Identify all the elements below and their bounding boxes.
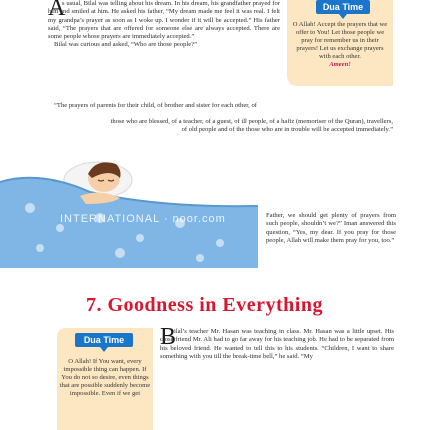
dua-prayer: O Allah! Accept the prayers that we offer to You! Let those people we pray for remember us in their prayers! Let us exchange prayers with each other. [292,21,388,60]
chapter-title [86,294,323,317]
chapter-name: Goodness in Everything [107,294,323,316]
dua-amen: Ameen! [329,61,351,68]
paragraph: s usual, Bilal was telling about his dream. In his dream, his grandfather prayed for him and smiled at him. He asked his father, “My dream made me feel it was real. I felt my grandpa’s prayer as soon as I woke up. I wonder if it will be accepted.” His father said, “The prayers that are offered for someone else are always accepted. There are some people whose prayers are immediately accepted.” [48,0,280,41]
watermark: INTERNATIONAL · noor.com [60,213,226,225]
paragraph: ilal’s teacher Mr. Hasan was teaching in class. Mr. Hasan was a little upset. His close friend Mr. Ali had to go far away for his teaching job. He had to be separated from his beloved friend. He wanted to tell this to his students. “Children, I want to share something with you till the break-time bell,” he said. “My [160,328,394,360]
dua-time-label: Dua Time [75,333,133,347]
chapter-number: 7. [86,294,102,316]
sleeping-boy-illustration [0,148,258,268]
drop-cap-b: B [160,324,177,350]
full-width-line [48,102,393,110]
dua-text [290,21,390,69]
bottom-story-text [160,324,394,361]
dua-time-label: Dua Time [316,0,370,14]
right-text [266,212,396,245]
top-story-text [48,0,280,50]
dua-text: O Allah! If You want, every impossible thing can happen. If You do not so desire, even things that are possible suddenly become impossible. Even if we get [59,358,151,397]
paragraph: Father, we should get plenty of prayers from such people, shouldn’t we?” Iman answered this question, “Yes, my dear. If you pray for those people, Allah will make them pray for you, too.” [266,212,396,244]
paragraph: those who are blessed, of a teacher, of a guest, of ill people, of a hafiz (memoriser of the Quran), travellers, of old people and of the those who are in trouble will be accepted immediately.” [110,118,393,134]
wrap-text [108,118,393,135]
paragraph: Bilal was curious and asked, “Who are those people?” [54,41,197,49]
paragraph: “The prayers of parents for their child, of brother and sister for each other, of [54,102,257,109]
drop-cap-a: A [48,0,66,21]
